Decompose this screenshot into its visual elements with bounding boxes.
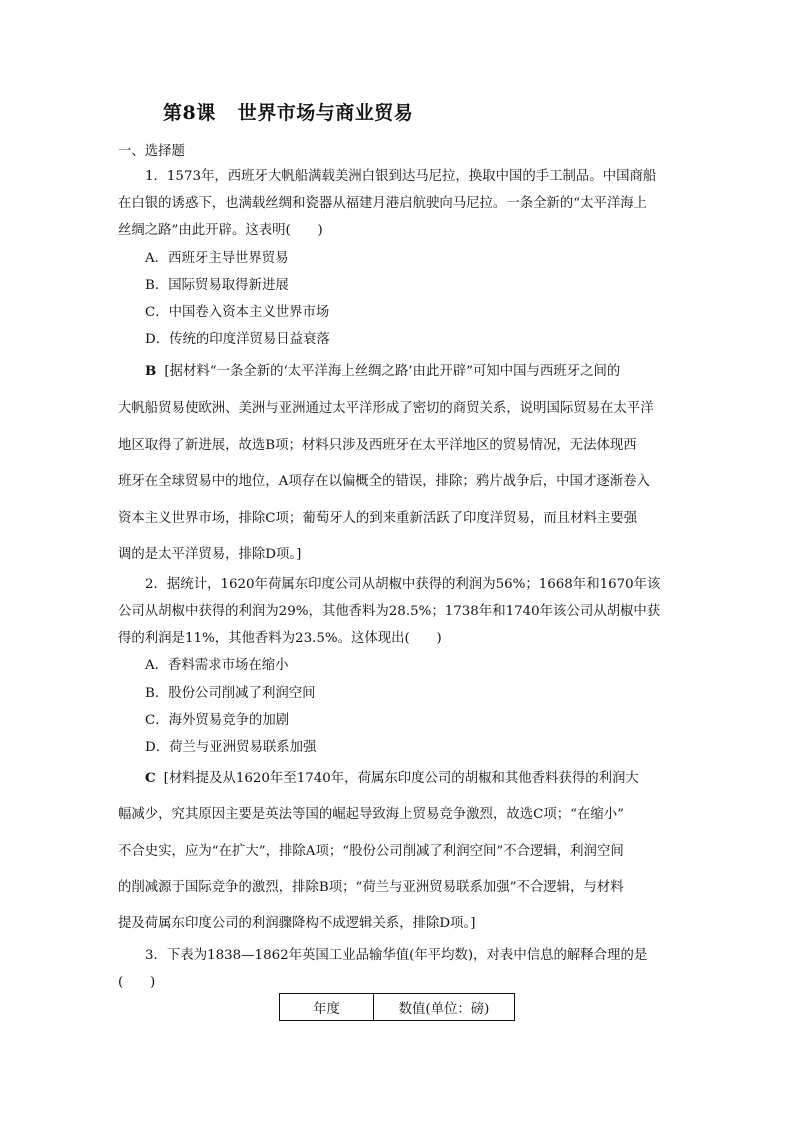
- q2-explanation-line-5: 提及荷属东印度公司的利润骤降构不成逻辑关系，排除D项。]: [118, 916, 476, 931]
- q2-stem-line-1: 2．据统计，1620年荷属东印度公司从胡椒中获得的利润为56%；1668年和1670年该: [145, 577, 661, 592]
- table-header-value: 数值(单位：磅): [374, 994, 515, 1021]
- q1-stem-line-3: 丝绸之路”由此开辟。这表明( ): [118, 223, 323, 238]
- q2-explanation-line-1: C [材料提及从1620年至1740年，荷属东印度公司的胡椒和其他香料获得的利润大: [145, 770, 639, 786]
- lesson-name: 世界市场与商业贸易: [237, 102, 414, 124]
- q1-explanation-line-2: 大帆船贸易使欧洲、美洲与亚洲通过太平洋形成了密切的商贸关系，说明国际贸易在太平洋: [118, 401, 654, 416]
- q1-explanation-line-3: 地区取得了新进展，故选B项；材料只涉及西班牙在太平洋地区的贸易情况，无法体现西: [118, 438, 637, 453]
- q3-stem-line-2: ( ): [118, 975, 156, 990]
- q2-explanation-line-4: 的削减源于国际竞争的激烈，排除B项；“荷兰与亚洲贸易联系加强”不合逻辑，与材料: [118, 880, 624, 895]
- q2-stem-line-3: 得的利润是11%，其他香料为23.5%。这体现出( ): [118, 631, 442, 646]
- q2-explanation-line-3: 不合史实，应为“在扩大”，排除A项；“股份公司削减了利润空间”不合逻辑，利润空间: [118, 844, 624, 859]
- q1-answer: B: [145, 363, 157, 379]
- q1-stem-line-1: 1．1573年，西班牙大帆船满载美洲白银到达马尼拉，换取中国的手工制品。中国商船: [145, 169, 657, 184]
- page-title: [163, 98, 413, 125]
- q1-stem-line-2: 在白银的诱惑下，也满载丝绸和瓷器从福建月港启航驶向马尼拉。一条全新的“太平洋海上: [118, 196, 648, 211]
- lesson-number: 第8课: [163, 102, 216, 124]
- q2-option-a: A．香料需求市场在缩小: [145, 658, 289, 673]
- table-header-row: [280, 994, 515, 1021]
- q1-option-d: D．传统的印度洋贸易日益衰落: [145, 332, 330, 347]
- table-header-year: 年度: [280, 994, 374, 1021]
- q1-explanation-line-4: 班牙在全球贸易中的地位，A项存在以偏概全的错误，排除；鸦片战争后，中国才逐渐卷入: [118, 474, 650, 489]
- q3-table: [279, 993, 515, 1021]
- q2-explanation-line-2: 幅减少，究其原因主要是英法等国的崛起导致海上贸易竞争激烈，故选C项；“在缩小”: [118, 807, 624, 822]
- q1-option-c: C．中国卷入资本主义世界市场: [145, 305, 330, 320]
- q2-option-c: C．海外贸易竞争的加剧: [145, 713, 290, 728]
- q2-option-d: D．荷兰与亚洲贸易联系加强: [145, 740, 317, 755]
- q2-answer: C: [145, 770, 156, 786]
- q1-option-b: B．国际贸易取得新进展: [145, 278, 289, 293]
- q2-option-b: B．股份公司削减了利润空间: [145, 686, 316, 701]
- q1-explanation-line-6: 调的是太平洋贸易，排除D项。]: [118, 547, 302, 562]
- q1-option-a: A．西班牙主导世界贸易: [145, 251, 289, 266]
- q1-explanation-line-1: B [据材料“一条全新的‘太平洋海上丝绸之路’由此开辟”可知中国与西班牙之间的: [145, 363, 621, 379]
- section-heading: 一、选择题: [118, 144, 185, 159]
- q3-stem-line-1: 3．下表为1838—1862年英国工业品输华值(年平均数)，对表中信息的解释合理的是: [145, 948, 648, 963]
- q2-stem-line-2: 公司从胡椒中获得的利润为29%，其他香料为28.5%；1738年和1740年该公司从胡椒中获: [118, 604, 661, 619]
- q1-explanation-line-5: 资本主义世界市场，排除C项；葡萄牙人的到来重新活跃了印度洋贸易，而且材料主要强: [118, 511, 638, 526]
